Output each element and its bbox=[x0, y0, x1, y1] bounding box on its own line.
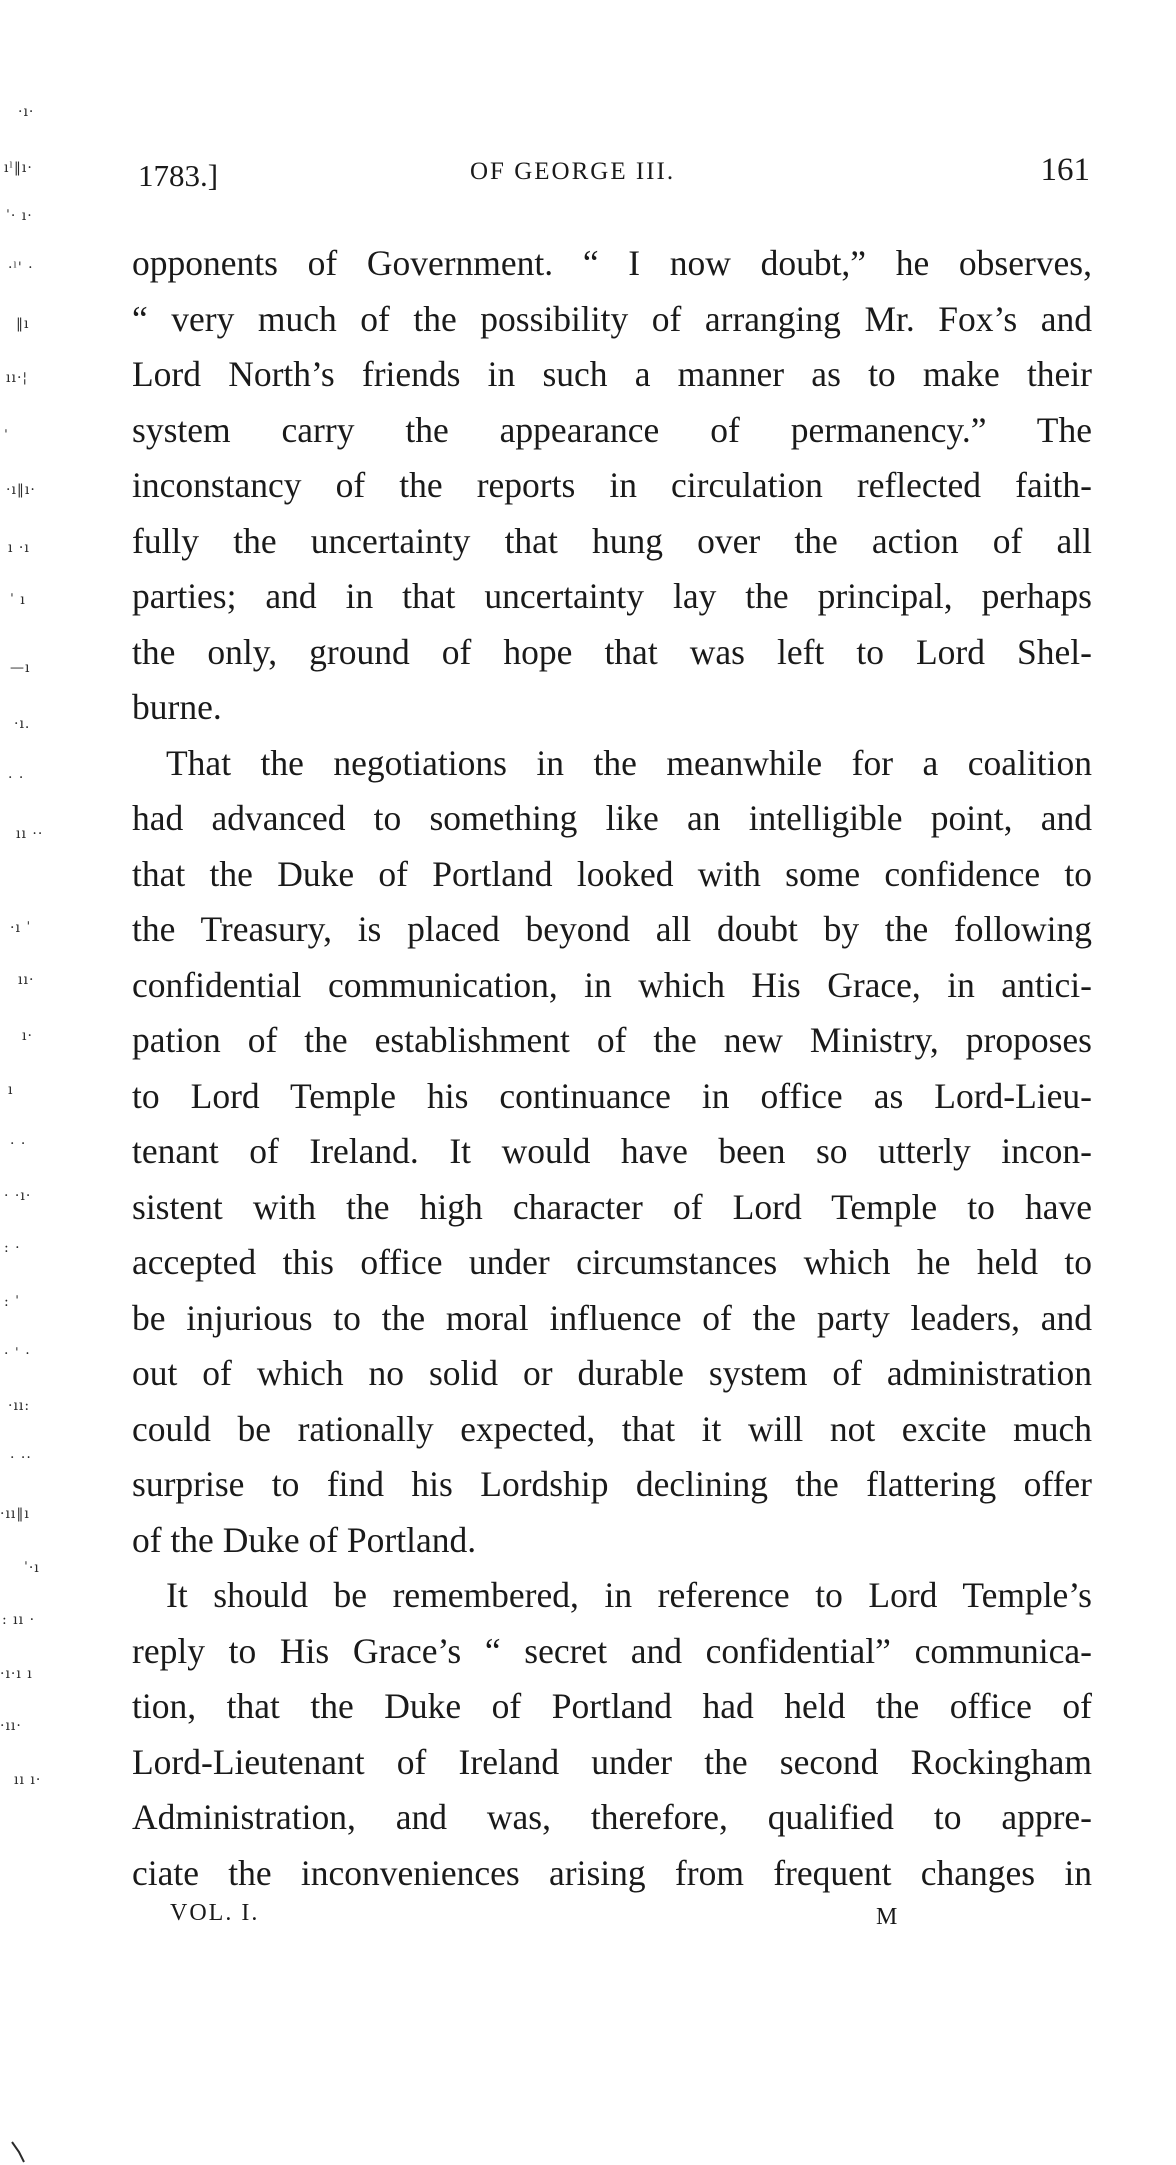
text-line: Lord North’s friends in such a manner as to make their bbox=[132, 354, 1092, 394]
text-line: the only, ground of hope that was left to Lord Shel- bbox=[132, 631, 1092, 672]
text-line: ciate the inconveniences arising from frequent changes in bbox=[132, 1852, 1092, 1893]
text-line: opponents of Government. “ I now doubt,” he observes, bbox=[132, 243, 1092, 283]
text-line: fully the uncertainty that hung over the action of all bbox=[132, 520, 1092, 561]
text-line: be injurious to the moral influence of the party leaders, and bbox=[132, 1297, 1092, 1338]
text-line: pation of the establishment of the new Ministry, proposes bbox=[132, 1020, 1092, 1060]
running-head-year: 1783.] bbox=[138, 158, 219, 193]
text-line: that the Duke of Portland looked with some confidence to bbox=[132, 853, 1092, 894]
scan-corner-mark bbox=[10, 2140, 28, 2164]
signature-mark: M bbox=[876, 1904, 899, 1930]
text-line: tion, that the Duke of Portland had held the office of bbox=[132, 1686, 1092, 1726]
page-footer bbox=[170, 1900, 910, 1940]
text-line: the Treasury, is placed beyond all doubt by the following bbox=[132, 909, 1092, 949]
volume-label: VOL. I. bbox=[170, 1900, 260, 1926]
text-line: to Lord Temple his continuance in office as Lord-Lieu- bbox=[132, 1075, 1092, 1116]
text-line: Lord-Lieutenant of Ireland under the second Rockingham bbox=[132, 1741, 1092, 1782]
text-line: out of which no solid or durable system of administration bbox=[132, 1353, 1092, 1393]
text-line: confidential communication, in which His Grace, in antici- bbox=[132, 964, 1092, 1005]
text-line: of the Duke of Portland. bbox=[132, 1519, 477, 1560]
text-line: burne. bbox=[132, 687, 222, 727]
text-line: That the negotiations in the meanwhile for a coalition bbox=[166, 742, 1092, 783]
text-line: accepted this office under circumstances which he held to bbox=[132, 1242, 1092, 1282]
running-head bbox=[138, 152, 1098, 196]
body-text bbox=[132, 236, 1092, 1901]
running-head-title: OF GEORGE III. bbox=[470, 158, 676, 185]
page-number: 161 bbox=[1040, 152, 1090, 188]
text-line: inconstancy of the reports in circulation reflected faith- bbox=[132, 465, 1092, 505]
text-line: tenant of Ireland. It would have been so utterly incon- bbox=[132, 1131, 1092, 1171]
text-line: sistent with the high character of Lord Temple to have bbox=[132, 1186, 1092, 1227]
text-line: system carry the appearance of permanency.” The bbox=[132, 409, 1092, 450]
text-line: parties; and in that uncertainty lay the principal, perhaps bbox=[132, 576, 1092, 616]
text-line: It should be remembered, in reference to Lord Temple’s bbox=[166, 1575, 1092, 1615]
text-line: had advanced to something like an intelligible point, and bbox=[132, 798, 1092, 838]
adjacent-page-bleed: ·ı· ıˡ‖ı· ˈ· ı· ·ˡ' · ‖ı ıı·¦ ˈ ·ı‖ı· ı ·ı ˈ ı —ı ·ı. · · ıı ·· ·ı ˈ ıı· ı· ı · · · ·ı· : · : ˈ · ˈ · ·ıı: · ·· ·ıı‖ı ˈ·ı : ıı · ·ı·ı ı ·ıı· ıı ı· bbox=[0, 104, 44, 1788]
text-line: “ very much of the possibility of arranging Mr. Fox’s and bbox=[132, 298, 1092, 339]
text-line: surprise to find his Lordship declining the flattering offer bbox=[132, 1464, 1092, 1504]
text-line: reply to His Grace’s “ secret and confidential” communica- bbox=[132, 1630, 1092, 1671]
text-line: could be rationally expected, that it will not excite much bbox=[132, 1408, 1092, 1449]
text-line: Administration, and was, therefore, qualified to appre- bbox=[132, 1797, 1092, 1837]
